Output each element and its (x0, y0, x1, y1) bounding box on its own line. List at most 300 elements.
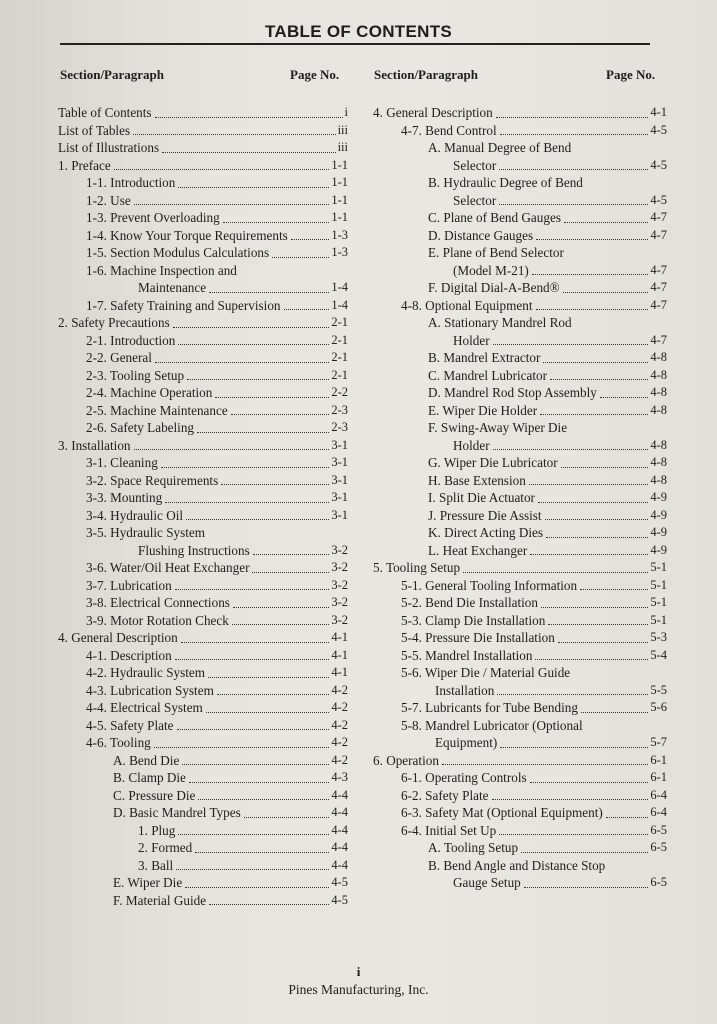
toc-entry-title: 2. Formed (138, 840, 193, 855)
toc-entry-title: 5-7. Lubricants for Tube Bending (401, 700, 578, 715)
toc-entry-title: Flushing Instructions (138, 542, 250, 558)
toc-entry-title: 1. Plug (138, 822, 176, 838)
toc-entry (373, 734, 667, 752)
toc-entry (373, 419, 667, 437)
dot-leader (524, 887, 649, 888)
toc-entry (373, 857, 667, 875)
toc-entry-page: 4-8 (650, 350, 667, 364)
toc-entry-title: 5-3. Clamp Die Installation (401, 612, 546, 628)
toc-entry (58, 874, 348, 892)
toc-entry-page: 4-7 (650, 280, 667, 294)
toc-entry (373, 122, 667, 140)
toc-entry-page: 2-3 (331, 402, 348, 417)
dot-leader (561, 467, 649, 468)
dot-leader (600, 397, 648, 398)
toc-entry-title: 3-1. Cleaning (86, 455, 158, 470)
dot-leader (564, 222, 648, 223)
toc-entry-page: 5-1 (650, 560, 667, 574)
dot-leader (463, 572, 648, 573)
dot-leader (493, 344, 649, 345)
toc-entry-title: 3-6. Water/Oil Heat Exchanger (86, 560, 250, 575)
dot-leader (178, 344, 329, 345)
toc-entry (373, 349, 667, 367)
toc-entry-title: E. Wiper Die (113, 875, 183, 890)
toc-entry (373, 542, 667, 560)
toc-entry-page: iii (337, 122, 348, 137)
toc-entry-page: 4-1 (331, 630, 348, 644)
toc-entry-page: 3-2 (331, 542, 348, 557)
toc-entry (58, 524, 348, 542)
toc-entry-page: 1-3 (331, 245, 348, 259)
toc-entry-title: 4-4. Electrical System (86, 700, 203, 715)
toc-entry (373, 454, 667, 472)
dot-leader (272, 257, 329, 258)
dot-leader (442, 764, 648, 765)
dot-leader (189, 782, 329, 783)
toc-entry (58, 752, 348, 770)
toc-entry-title: 1-5. Section Modulus Calculations (86, 245, 270, 260)
toc-entry-page: 5-3 (650, 630, 667, 644)
toc-entry (58, 472, 348, 490)
page-number: i (356, 964, 361, 979)
toc-entry (373, 577, 667, 595)
toc-entry (58, 139, 348, 157)
toc-entry-page: 4-7 (650, 297, 667, 312)
toc-entry-title: Installation (435, 682, 495, 698)
dot-leader (195, 852, 329, 853)
dot-leader (541, 607, 648, 608)
dot-leader (175, 589, 330, 590)
toc-entry (58, 104, 348, 122)
dot-leader (176, 869, 329, 870)
dot-leader (291, 239, 330, 240)
dot-leader (198, 799, 329, 800)
toc-entry-page: 6-1 (650, 770, 667, 784)
toc-entry (373, 787, 667, 805)
toc-entry-page: 3-1 (331, 472, 348, 487)
title-rule (60, 43, 650, 45)
toc-entry (373, 752, 667, 770)
dot-leader (178, 834, 329, 835)
dot-leader (223, 222, 330, 223)
dot-leader (206, 712, 330, 713)
toc-entry-title: 4-2. Hydraulic System (86, 665, 206, 680)
dot-leader (545, 519, 649, 520)
toc-entry-title: 5-4. Pressure Die Installation (401, 630, 555, 645)
toc-entry-title: K. Direct Acting Dies (428, 525, 543, 540)
toc-entry (373, 682, 667, 700)
toc-entry-page: 2-1 (331, 350, 348, 364)
dot-leader (221, 484, 329, 485)
toc-entry-title: C. Pressure Die (113, 787, 196, 803)
dot-leader (284, 309, 330, 310)
dot-leader (181, 642, 330, 643)
toc-entry (58, 367, 348, 385)
toc-entry (373, 647, 667, 665)
right-section-header: Section/Paragraph (374, 67, 478, 82)
toc-entry-page: 6-1 (650, 752, 667, 767)
toc-entry (373, 332, 667, 350)
toc-entry-page: 4-5 (650, 157, 667, 172)
toc-entry-page: 1-4 (331, 297, 348, 312)
toc-entry-title: 4-8. Optional Equipment (401, 297, 533, 313)
toc-entry-page: 5-1 (650, 577, 667, 592)
toc-entry-page: 3-2 (331, 577, 348, 592)
toc-entry-page: 4-4 (331, 857, 348, 872)
toc-entry-page: 4-8 (650, 455, 667, 469)
toc-entry (373, 717, 667, 735)
toc-entry-page: 1-1 (331, 175, 348, 189)
toc-entry-page: 6-5 (650, 840, 667, 854)
toc-entry (58, 804, 348, 822)
toc-entry (373, 664, 667, 682)
toc-entry-page: 4-4 (331, 787, 348, 802)
toc-entry-title: 3. Installation (58, 437, 131, 453)
toc-entry (373, 157, 667, 175)
toc-entry-title: Holder (453, 332, 490, 348)
dot-leader (231, 414, 330, 415)
toc-entry (373, 297, 667, 315)
toc-entry-page: 6-4 (650, 787, 667, 802)
toc-entry-title: 2-6. Safety Labeling (86, 420, 195, 435)
toc-entry-page: 5-4 (650, 647, 667, 662)
toc-entry-title: E. Plane of Bend Selector (428, 245, 564, 260)
toc-entry-page: 4-8 (650, 472, 667, 487)
toc-entry-page: 4-7 (650, 227, 667, 242)
toc-entry-title: 3-7. Lubrication (86, 577, 172, 593)
toc-entry-title: A. Manual Degree of Bend (428, 140, 572, 155)
toc-entry-page: 2-1 (331, 367, 348, 382)
toc-entry (58, 244, 348, 262)
toc-entry-page: 6-5 (650, 822, 667, 837)
toc-entry-title: 2. Safety Precautions (58, 315, 170, 330)
dot-leader (530, 782, 649, 783)
toc-entry-title: 4-6. Tooling (86, 735, 151, 750)
dot-leader (538, 502, 648, 503)
toc-entry-title: 1-6. Machine Inspection and (86, 262, 237, 278)
toc-entry (373, 244, 667, 262)
toc-entry (373, 769, 667, 787)
right-page-header: Page No. (606, 67, 656, 82)
toc-entry-title: Table of Contents (58, 105, 152, 120)
dot-leader (536, 239, 648, 240)
dot-leader (209, 904, 329, 905)
toc-entry-title: 2-4. Machine Operation (86, 385, 213, 400)
toc-entry-title: E. Wiper Die Holder (428, 402, 538, 418)
toc-entry-page: 5-1 (650, 612, 667, 627)
toc-entry-page: 1-3 (331, 227, 348, 242)
toc-entry (373, 629, 667, 647)
toc-entry-page: 4-9 (650, 525, 667, 539)
toc-entry-page: 3-1 (331, 490, 348, 504)
toc-entry-page: 4-2 (331, 700, 348, 714)
dot-leader (133, 134, 335, 135)
dot-leader (500, 747, 648, 748)
dot-leader (543, 362, 648, 363)
toc-entry-page: 2-1 (331, 332, 348, 347)
toc-entry (373, 104, 667, 122)
dot-leader (177, 729, 330, 730)
toc-entry-title: 6-1. Operating Controls (401, 770, 527, 785)
toc-entry-page: 4-3 (331, 770, 348, 784)
toc-entry-title: F. Digital Dial-A-Bend® (428, 280, 560, 295)
toc-entry-page: 4-9 (650, 542, 667, 557)
toc-entry-page: 3-1 (331, 455, 348, 469)
toc-entry (373, 507, 667, 525)
dot-leader (499, 169, 648, 170)
toc-entry (58, 489, 348, 507)
toc-entry-title: 1-7. Safety Training and Supervision (86, 297, 281, 313)
toc-entry-title: 3-3. Mounting (86, 490, 163, 505)
toc-entry-title: 2-1. Introduction (86, 332, 176, 348)
dot-leader (536, 309, 649, 310)
dot-leader (546, 537, 648, 538)
toc-entry-page: 4-4 (331, 805, 348, 819)
toc-entry-title: H. Base Extension (428, 472, 526, 488)
toc-entry (58, 734, 348, 752)
toc-entry-page: 3-2 (331, 612, 348, 627)
toc-entry-title: G. Wiper Die Lubricator (428, 455, 558, 470)
toc-entry (58, 647, 348, 665)
toc-entry-page: 4-5 (650, 122, 667, 137)
dot-leader (529, 484, 649, 485)
toc-entry-page: 4-2 (331, 682, 348, 697)
toc-entry-title: 4-1. Description (86, 647, 172, 663)
toc-entry-title: 2-3. Tooling Setup (86, 367, 185, 383)
toc-entry-title: J. Pressure Die Assist (428, 507, 542, 523)
toc-entry-title: A. Stationary Mandrel Rod (428, 315, 572, 330)
toc-entry-page: 3-1 (331, 507, 348, 522)
toc-entry (58, 209, 348, 227)
toc-entry-page: 1-1 (331, 210, 348, 224)
toc-entry (58, 769, 348, 787)
dot-leader (197, 432, 329, 433)
dot-leader (535, 659, 648, 660)
toc-entry-page: iii (337, 140, 348, 154)
dot-leader (134, 449, 330, 450)
dot-leader (162, 152, 335, 153)
toc-entry-page: 4-9 (650, 507, 667, 522)
toc-entry-page: 4-5 (650, 192, 667, 207)
toc-entry-title: 4. General Description (373, 105, 493, 120)
toc-entry-page: 4-8 (650, 437, 667, 452)
dot-leader (550, 379, 648, 380)
dot-leader (155, 362, 329, 363)
toc-entry-title: 1-3. Prevent Overloading (86, 210, 220, 225)
dot-leader (134, 204, 330, 205)
toc-entry (58, 629, 348, 647)
dot-leader (496, 117, 649, 118)
toc-entry-page: 1-1 (331, 157, 348, 172)
toc-entry-title: Equipment) (435, 735, 498, 750)
dot-leader (175, 659, 330, 660)
dot-leader (548, 624, 648, 625)
toc-entry (373, 402, 667, 420)
toc-entry-title: F. Swing-Away Wiper Die (428, 420, 568, 435)
dot-leader (178, 187, 329, 188)
toc-entry-page: 4-5 (331, 892, 348, 907)
toc-entry-page: 4-1 (331, 665, 348, 679)
toc-entry-page: 4-1 (331, 647, 348, 662)
toc-entry-title: 4-7. Bend Control (401, 122, 497, 138)
toc-entry (58, 349, 348, 367)
toc-entry-page: 4-4 (331, 822, 348, 837)
dot-leader (563, 292, 649, 293)
toc-entry-page: 4-1 (650, 105, 667, 119)
dot-leader (253, 554, 330, 555)
toc-entry-title: D. Basic Mandrel Types (113, 805, 241, 820)
toc-entry-title: 4-5. Safety Plate (86, 717, 174, 733)
toc-entry-title: List of Tables (58, 122, 131, 138)
toc-entry (58, 122, 348, 140)
toc-entry (58, 419, 348, 437)
toc-entry (58, 454, 348, 472)
dot-leader (114, 169, 330, 170)
toc-entry-title: 2-5. Machine Maintenance (86, 402, 228, 418)
dot-leader (493, 449, 649, 450)
company-name: Pines Manufacturing, Inc. (288, 982, 429, 997)
toc-entry (373, 174, 667, 192)
toc-entry-title: 6-4. Initial Set Up (401, 822, 497, 838)
dot-leader (540, 414, 648, 415)
toc-entry-page: 5-5 (650, 682, 667, 697)
dot-leader (530, 554, 648, 555)
toc-entry-page: 4-8 (650, 385, 667, 399)
dot-leader (186, 519, 329, 520)
toc-entry-title: Selector (453, 157, 497, 173)
toc-entry (58, 717, 348, 735)
dot-leader (187, 379, 329, 380)
toc-entry (58, 787, 348, 805)
toc-entry (58, 384, 348, 402)
toc-entry-page: 4-4 (331, 840, 348, 854)
dot-leader (492, 799, 649, 800)
dot-leader (155, 117, 343, 118)
toc-entry-title: B. Clamp Die (113, 770, 186, 785)
toc-entry (373, 524, 667, 542)
toc-entry (373, 612, 667, 630)
dot-leader (209, 292, 329, 293)
toc-entry-title: B. Bend Angle and Distance Stop (428, 857, 606, 873)
toc-entry-page: 4-8 (650, 402, 667, 417)
toc-entry (58, 314, 348, 332)
toc-entry (373, 209, 667, 227)
toc-entry (373, 227, 667, 245)
toc-left-column (58, 104, 348, 909)
dot-leader (244, 817, 330, 818)
dot-leader (182, 764, 329, 765)
toc-right-column (373, 104, 667, 892)
dot-leader (499, 204, 648, 205)
toc-entry (58, 192, 348, 210)
toc-entry-page: 4-2 (331, 717, 348, 732)
toc-entry-title: List of Illustrations (58, 140, 160, 155)
toc-entry (373, 262, 667, 280)
toc-entry-title: 1-2. Use (86, 192, 131, 208)
toc-entry-title: Holder (453, 437, 490, 453)
toc-entry-title: 3-9. Motor Rotation Check (86, 612, 229, 628)
toc-entry-title: I. Split Die Actuator (428, 490, 535, 505)
toc-entry-page: 4-2 (331, 752, 348, 767)
toc-entry (58, 542, 348, 560)
page-title: TABLE OF CONTENTS (264, 22, 453, 41)
toc-entry (373, 489, 667, 507)
toc-entry (58, 664, 348, 682)
toc-entry-title: 3-4. Hydraulic Oil (86, 507, 184, 523)
toc-entry (58, 279, 348, 297)
dot-leader (558, 642, 649, 643)
toc-entry-title: (Model M-21) (453, 262, 529, 278)
dot-leader (154, 747, 330, 748)
toc-entry-page: 5-1 (650, 595, 667, 609)
toc-entry-title: F. Material Guide (113, 892, 207, 908)
toc-entry-title: A. Tooling Setup (428, 840, 519, 855)
toc-entry (58, 892, 348, 910)
toc-entry (373, 367, 667, 385)
toc-entry (58, 437, 348, 455)
toc-entry-page: 6-5 (650, 875, 667, 889)
toc-entry-page: 1-4 (331, 280, 348, 294)
toc-entry-page: 4-5 (331, 875, 348, 889)
toc-entry-page: 4-7 (650, 262, 667, 277)
toc-entry-title: Gauge Setup (453, 875, 521, 890)
dot-leader (232, 624, 329, 625)
toc-entry (373, 804, 667, 822)
toc-entry-title: 1-1. Introduction (86, 175, 176, 190)
toc-entry-title: 5-5. Mandrel Installation (401, 647, 533, 663)
toc-entry-page: 4-9 (650, 490, 667, 504)
toc-entry-page: 3-2 (331, 595, 348, 609)
toc-entry (373, 594, 667, 612)
toc-entry-page: 4-2 (331, 735, 348, 749)
toc-entry (58, 682, 348, 700)
dot-leader (173, 327, 330, 328)
dot-leader (500, 134, 649, 135)
toc-entry-page: 1-1 (331, 192, 348, 207)
toc-entry-page: 5-7 (650, 735, 667, 749)
toc-entry-title: 1. Preface (58, 157, 111, 173)
toc-entry-page: 4-7 (650, 210, 667, 224)
toc-entry (373, 139, 667, 157)
toc-entry-title: 5. Tooling Setup (373, 560, 461, 575)
toc-entry-page: 4-7 (650, 332, 667, 347)
toc-entry-title: 3-5. Hydraulic System (86, 525, 206, 540)
toc-entry-title: 4-3. Lubrication System (86, 682, 214, 698)
toc-entry-title: 1-4. Know Your Torque Requirements (86, 227, 288, 243)
dot-leader (233, 607, 329, 608)
left-section-header: Section/Paragraph (60, 67, 164, 82)
dot-leader (521, 852, 648, 853)
toc-entry (58, 402, 348, 420)
toc-entry (58, 612, 348, 630)
dot-leader (161, 467, 330, 468)
toc-entry-title: 3-2. Space Requirements (86, 472, 219, 488)
toc-entry-page: 2-2 (331, 385, 348, 399)
toc-entry-title: 4. General Description (58, 630, 178, 645)
dot-leader (185, 887, 329, 888)
toc-entry-title: B. Mandrel Extractor (428, 350, 541, 365)
toc-entry-page: 5-6 (650, 700, 667, 714)
toc-entry (58, 857, 348, 875)
toc-entry-title: C. Plane of Bend Gauges (428, 210, 561, 225)
toc-entry-title: C. Mandrel Lubricator (428, 367, 548, 383)
toc-entry-title: D. Mandrel Rod Stop Assembly (428, 385, 597, 400)
toc-entry (58, 157, 348, 175)
dot-leader (532, 274, 649, 275)
toc-entry (58, 699, 348, 717)
toc-entry (373, 192, 667, 210)
dot-leader (165, 502, 329, 503)
